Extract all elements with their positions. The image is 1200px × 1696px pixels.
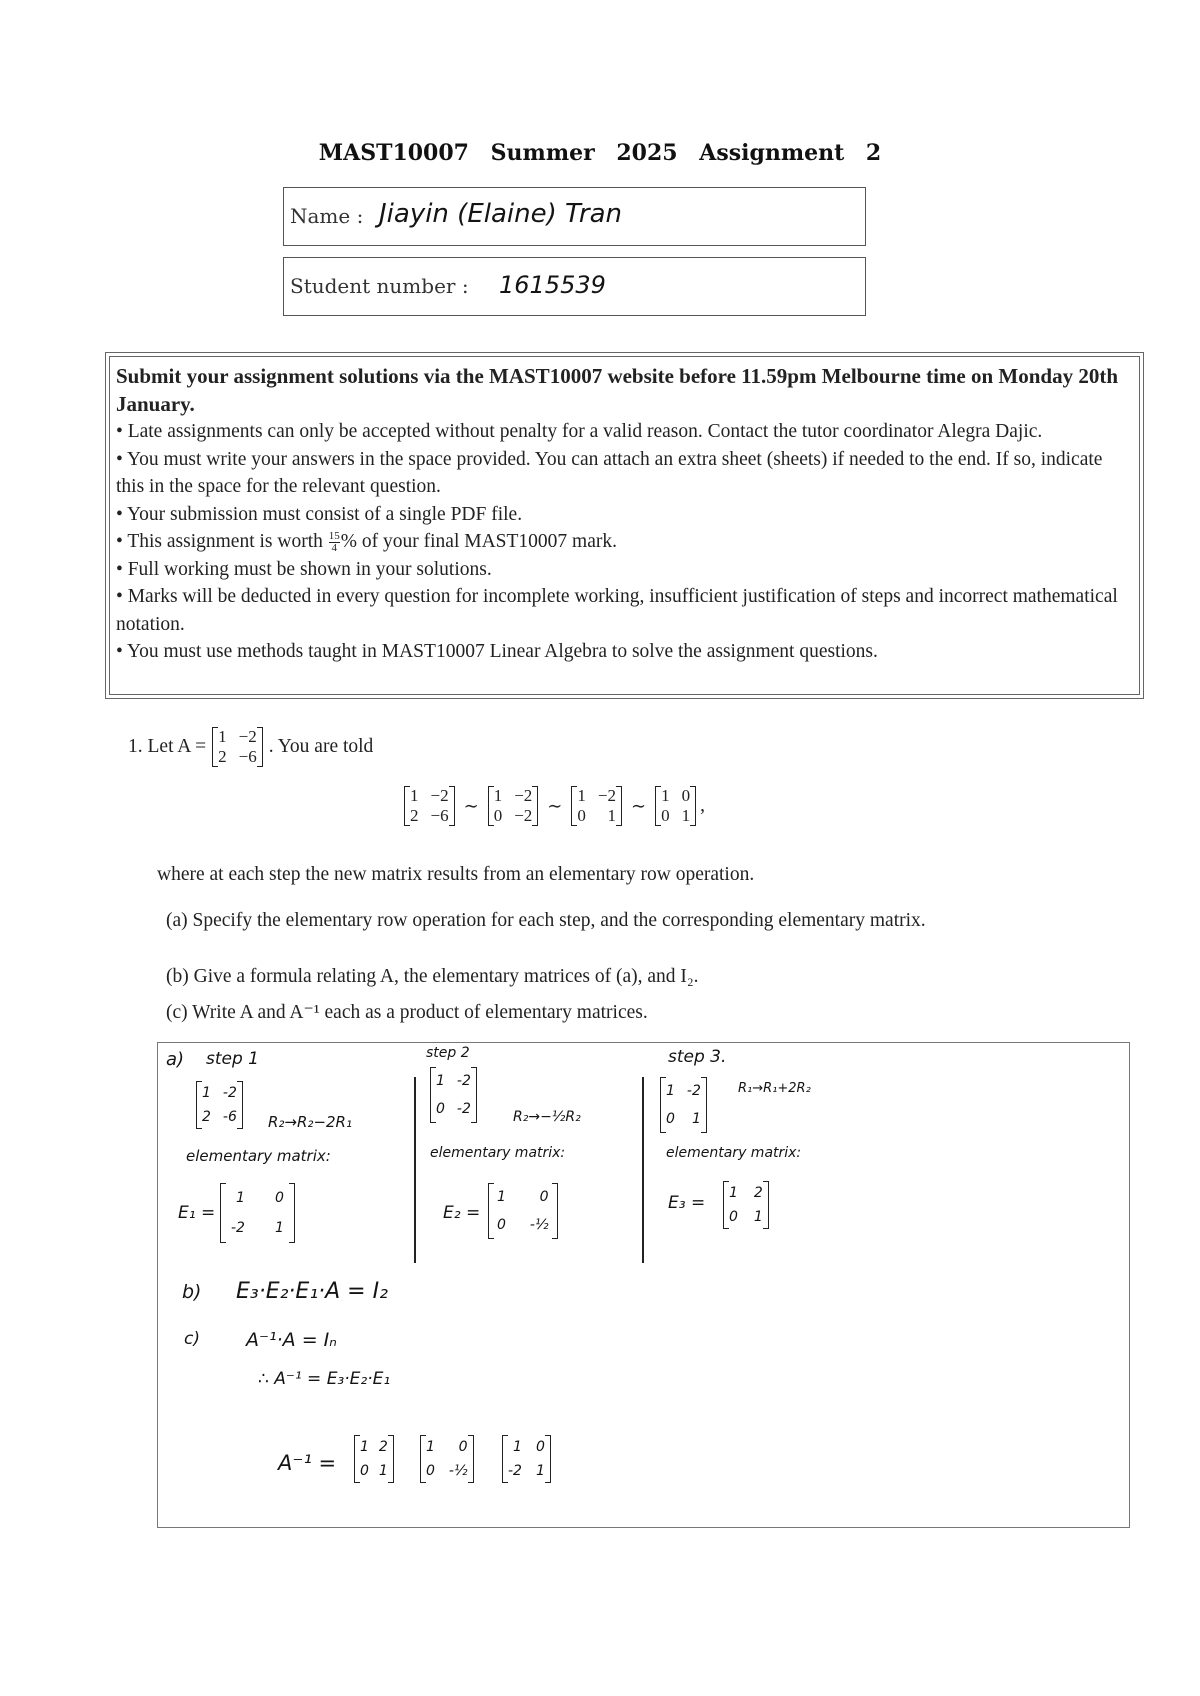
question-1-where: where at each step the new matrix results from an elementary row operation.	[157, 864, 755, 885]
question-1-statement	[128, 727, 373, 767]
worth-fraction: $\frac{15}{4}$	[328, 530, 340, 555]
step-2-matrix: 1 -2 0 -2	[430, 1067, 477, 1123]
question-1-part-c: (c) Write A and A⁻¹ each as a product of elementary matrices.	[166, 1002, 648, 1023]
inverse-factor-1: 1 2 0 1	[354, 1435, 394, 1483]
question-1-part-b: (b) Give a formula relating A, the elementary matrices of (a), and I₂.	[166, 966, 699, 987]
instruction-deductions: • Marks will be deducted in every question for incomplete working, insufficient justification of steps and incorrect mathematical notation.	[116, 586, 1118, 635]
column-separator-2	[642, 1077, 644, 1263]
inverse-factor-3: 1 0 -2 1	[502, 1435, 551, 1483]
question-1-told: . You are told	[268, 736, 374, 757]
step-3-label: step 3.	[668, 1047, 727, 1067]
instruction-space: • You must write your answers in the space provided. You can attach an extra sheet (sheets) if needed to the end. If so, indicate this in the space for the relevant question.	[116, 448, 1103, 497]
inverse-factor-2: 1 0 0 -½	[420, 1435, 474, 1483]
chain-matrix-3: 1 −2 0 1	[571, 786, 622, 826]
column-separator-1	[414, 1077, 416, 1263]
student-number-box	[283, 257, 866, 316]
part-c-label: c)	[184, 1329, 200, 1349]
part-a-label: a)	[166, 1049, 185, 1070]
E3-matrix: 1 2 0 1	[723, 1181, 769, 1229]
step-1-matrix: 1 -2 2 -6	[196, 1081, 243, 1129]
assignment-title	[0, 140, 1200, 166]
step-2-label: step 2	[426, 1045, 470, 1061]
chain-matrix-4: 1 0 0 1	[655, 786, 696, 826]
chain-matrix-1: 1 −2 2 −6	[404, 786, 455, 826]
tilde-3: ∼	[630, 795, 647, 816]
chain-matrix-2: 1 −2 0 −2	[488, 786, 539, 826]
answer-box	[157, 1042, 1130, 1528]
name-value: Jiayin (Elaine) Tran	[379, 199, 622, 229]
instruction-methods: • You must use methods taught in MAST10007 Linear Algebra to solve the assignment questions.	[116, 641, 878, 662]
chain-comma: ,	[700, 795, 705, 816]
student-number-value: 1615539	[499, 271, 606, 299]
assignment-number: Assignment 2	[699, 140, 882, 166]
step-1-elementary-label: elementary matrix:	[186, 1147, 331, 1165]
step-3-elementary-label: elementary matrix:	[666, 1145, 802, 1161]
E2-matrix: 1 0 0 -½	[488, 1183, 558, 1239]
tilde-2: ∼	[547, 795, 563, 816]
question-1-lead: 1. Let A =	[128, 736, 207, 757]
instruction-pdf: • Your submission must consist of a single PDF file.	[116, 503, 523, 525]
instruction-worth: • This assignment is worth $\frac{15}{4}$ % of your final MAST10007 mark.	[116, 530, 617, 555]
instructions-intro: Submit your assignment solutions via the MAST10007 website before 11.59pm Melbourne time on Monday 20th January.	[116, 364, 1119, 416]
instructions-inner	[109, 356, 1140, 695]
course-code: MAST10007	[318, 140, 469, 166]
instruction-late: • Late assignments can only be accepted without penalty for a valid reason. Contact the tutor coordinator Alegra Dajic.	[116, 421, 1043, 442]
tilde-1: ∼	[463, 795, 479, 816]
part-b-formula: E₃·E₂·E₁·A = I₂	[236, 1279, 388, 1304]
part-c-inverse-lhs: A⁻¹ =	[278, 1451, 337, 1475]
student-number-label: Student number :	[290, 274, 469, 298]
part-c-line-2: ∴ A⁻¹ = E₃·E₂·E₁	[258, 1369, 391, 1389]
name-box	[283, 187, 866, 246]
E1-label: E₁ =	[178, 1203, 216, 1223]
instruction-working: • Full working must be shown in your solutions.	[116, 558, 492, 580]
E1-matrix: 1 0 -2 1	[220, 1183, 295, 1243]
E2-label: E₂ =	[443, 1203, 481, 1223]
step-2-operation: R₂→−½R₂	[513, 1109, 581, 1125]
step-3-matrix: 1 -2 0 1	[660, 1077, 707, 1133]
step-1-operation: R₂→R₂−2R₁	[268, 1113, 352, 1131]
matrix-A: 1 −2 2 −6	[212, 727, 263, 767]
E3-label: E₃ =	[668, 1193, 706, 1213]
part-c-line-1: A⁻¹·A = Iₙ	[246, 1329, 337, 1351]
part-b-label: b)	[182, 1281, 202, 1303]
term: Summer 2025	[490, 140, 678, 166]
step-3-operation: R₁→R₁+2R₂	[738, 1081, 811, 1096]
instructions-box	[105, 352, 1144, 699]
step-1-label: step 1	[206, 1049, 259, 1069]
question-1-part-a: (a) Specify the elementary row operation for each step, and the corresponding elementary matrix.	[166, 910, 926, 931]
step-2-elementary-label: elementary matrix:	[430, 1145, 566, 1161]
name-label: Name :	[290, 204, 364, 228]
row-reduction-chain	[404, 786, 705, 826]
